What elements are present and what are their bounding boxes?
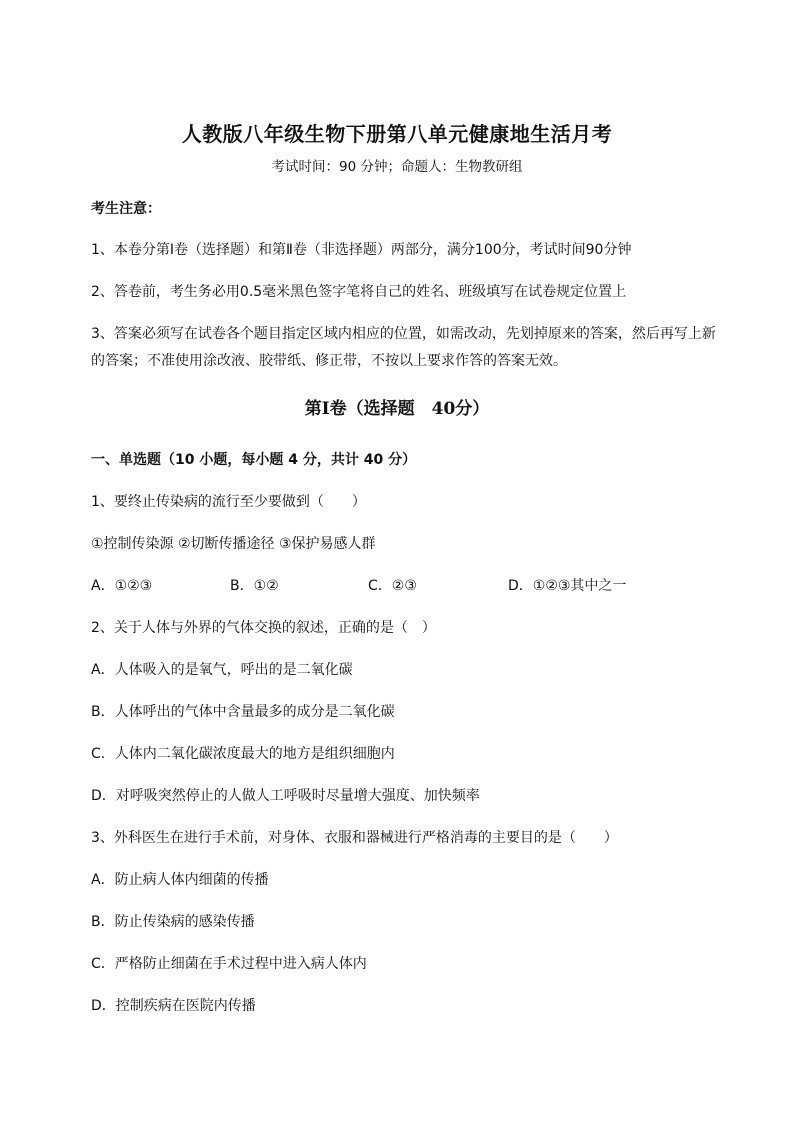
- answer-option: A．防止病人体内细菌的传播: [91, 872, 269, 888]
- exam-subtitle: 考试时间：90 分钟；命题人：生物教研组: [271, 159, 523, 175]
- answer-option: C．②③: [368, 578, 417, 594]
- question-stem: 3、外科医生在进行手术前，对身体、衣服和器械进行严格消毒的主要目的是（ ）: [91, 830, 618, 846]
- answer-option: D．对呼吸突然停止的人做人工呼吸时尽量增大强度、加快频率: [91, 788, 480, 804]
- question-stem: 1、要终止传染病的流行至少要做到（ ）: [91, 494, 366, 510]
- answer-option: B．人体呼出的气体中含量最多的成分是二氧化碳: [91, 704, 395, 720]
- answer-option: C．严格防止细菌在手术过程中进入病人体内: [91, 956, 367, 972]
- section-title: 第Ⅰ卷（选择题 40分）: [304, 399, 490, 419]
- exam-title: 人教版八年级生物下册第八单元健康地生活月考: [181, 122, 613, 146]
- answer-option: B．①②: [230, 578, 279, 594]
- part-heading: 一、单选题（10 小题，每小题 4 分，共计 40 分）: [91, 452, 417, 468]
- notice-heading: 考生注意：: [91, 201, 161, 217]
- answer-option: B．防止传染病的感染传播: [91, 914, 255, 930]
- answer-option: A．人体吸入的是氧气，呼出的是二氧化碳: [91, 662, 353, 678]
- answer-option: A．①②③: [91, 578, 153, 594]
- question-stem: 2、关于人体与外界的气体交换的叙述，正确的是（ ）: [91, 620, 436, 636]
- notice-item: 2、答卷前，考生务必用0.5毫米黑色签字笔将自己的姓名、班级填写在试卷规定位置上: [91, 284, 627, 300]
- question-extra: ①控制传染源 ②切断传播途径 ③保护易感人群: [91, 536, 376, 552]
- answer-option: D．①②③其中之一: [508, 578, 627, 594]
- notice-item: 3、答案必须写在试卷各个题目指定区域内相应的位置，如需改动，先划掉原来的答案，然后再写上新: [91, 326, 716, 342]
- answer-option: C．人体内二氧化碳浓度最大的地方是组织细胞内: [91, 746, 395, 762]
- notice-item: 1、本卷分第Ⅰ卷（选择题）和第Ⅱ卷（非选择题）两部分，满分100分，考试时间90分钟: [91, 242, 632, 258]
- answer-option: D．控制疾病在医院内传播: [91, 998, 256, 1014]
- notice-item: 的答案；不准使用涂改液、胶带纸、修正带，不按以上要求作答的答案无效。: [91, 353, 567, 369]
